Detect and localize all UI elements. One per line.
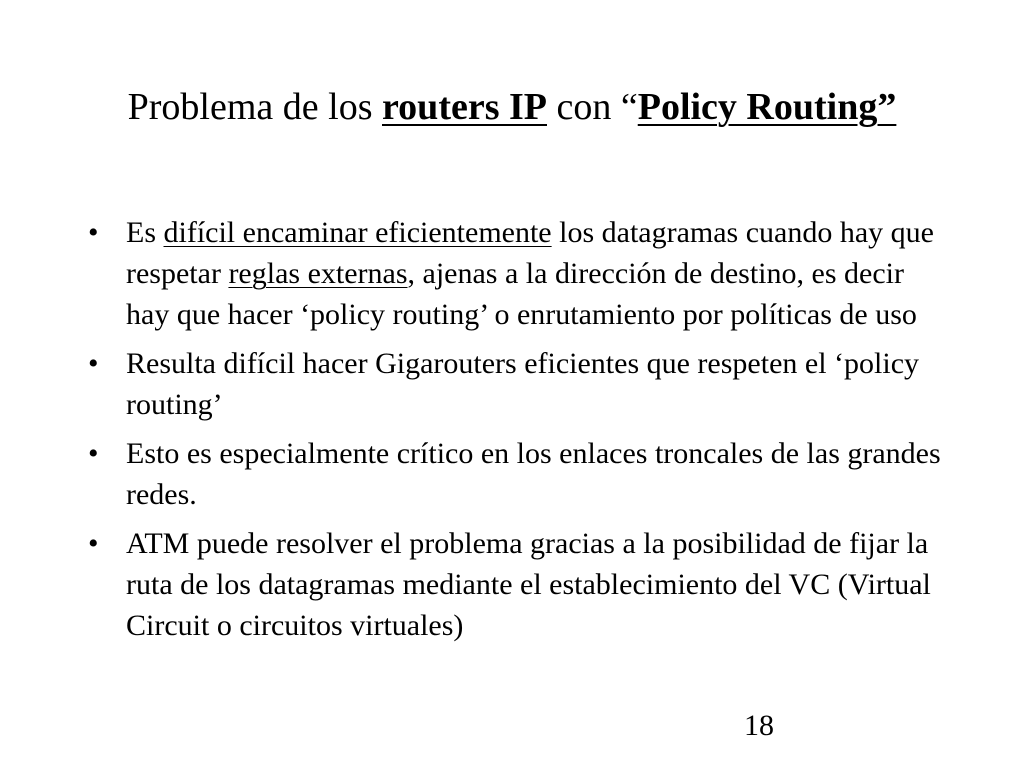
title-routers-ip: routers IP — [382, 86, 547, 128]
bullet-1-underlined-2: reglas externas — [228, 257, 408, 290]
bullet-item — [80, 212, 950, 335]
bullet-1-text-1: Es — [126, 216, 164, 249]
bullet-3-text: Esto es especialmente crítico en los enlaces troncales de las grandes redes. — [126, 437, 941, 511]
bullet-item — [80, 433, 950, 515]
bullet-list — [80, 212, 950, 654]
title-policy-routing: Policy Routing” — [637, 86, 897, 128]
bullet-1-text-3: , ajenas a la dirección de destino, es decir hay que hacer ‘policy routing’ o enrutamiento por políticas de uso — [126, 257, 917, 331]
slide-title — [0, 82, 1024, 132]
bullet-1-underlined-1: difícil encaminar eficientemente — [163, 216, 552, 249]
bullet-4-text: ATM puede resolver el problema gracias a la posibilidad de fijar la ruta de los datagramas mediante el establecimiento del VC (Virtual Circuit o circuitos virtuales) — [126, 527, 931, 642]
bullet-1-text-2: los datagramas cuando hay que respetar — [126, 216, 934, 290]
bullet-2-text: Resulta difícil hacer Gigarouters eficientes que respeten el ‘policy routing’ — [126, 347, 920, 421]
bullet-item — [80, 343, 950, 425]
bullet-dot-icon: • — [88, 527, 99, 560]
title-text-1: Problema de los — [127, 86, 382, 128]
bullet-dot-icon: • — [88, 347, 99, 380]
page-number: 18 — [744, 709, 774, 742]
bullet-dot-icon: • — [88, 437, 99, 470]
title-text-2: con “ — [547, 86, 638, 128]
bullet-dot-icon: • — [88, 216, 99, 249]
bullet-item — [80, 523, 950, 646]
